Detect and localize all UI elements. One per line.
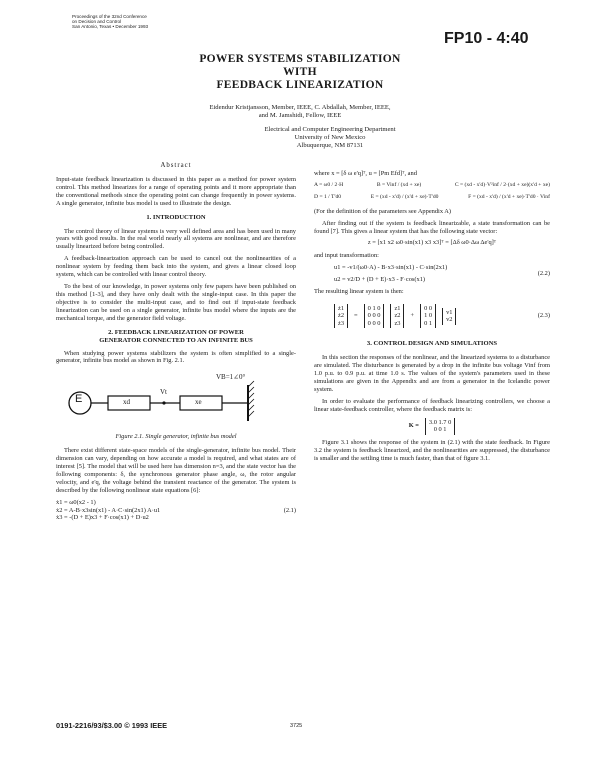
xe-label: xe [195, 398, 202, 407]
linear-system-intro: The resulting linear system is then: [314, 288, 404, 296]
parameter-note: (For the definition of the parameters see Appendix A) [314, 207, 452, 215]
section3-paragraph: In this section the responses of the nonlinear, and the linearized systems to a disturbance are simulated. The disturbance is generated by a drop in the infinite bus voltage Vinf from 1.0 p.u. to 0.9 p.u. at time 1.0 s. The values of the system's parameters used in these simulations are given in the Appendix and are from a generator in the Icelandic power system. [314, 354, 550, 394]
intro-paragraph: To the best of our knowledge, in power systems only few papers have been published on this method [1-3], and they have only dealt with the single-input case. In this paper the objective is to consider the multi-input case, and to find out if input-state feedback linearization can be used on a single generator, infinite bus model where the inputs are the mechanical torque, and the generator field voltage. [56, 282, 296, 322]
figure-2-1 [56, 369, 296, 431]
state-vector-equation: z = [x1 x2 ω0·sin(x1) x3 x3]ᵀ = [Δδ ω0·Δω Δe'q]ᵀ [367, 239, 497, 247]
vb-label: VB=1∠0° [216, 373, 246, 382]
parameter-row: D = 1 / T'd0 E = (xd - x'd) / (x'd + xe)·T'd0 F = (xd - x'd) / (x'd + xe)·T'd0 · Vinf [314, 193, 550, 200]
copyright-notice: 0191-2216/93/$3.00 © 1993 IEEE [56, 721, 168, 730]
section1-heading: 1. INTRODUCTION [146, 213, 206, 221]
circuit-diagram [56, 369, 296, 431]
authors: Eidendur Kristjansson, Member, IEEE, C. Abdallah, Member, IEEE, and M. Jamshidi, Fellow, IEEE [209, 104, 391, 119]
section3-paragraph: In order to evaluate the performance of feedback linearizing controllers, we choose a linear state-feedback controller, where the feedback matrix is: [314, 398, 550, 413]
right-column [314, 170, 550, 467]
state-definition: where x = [δ ω e'q]ᵀ, u = [Pm Efd]ᵀ, and [314, 170, 417, 177]
input-transform-intro: and input transformation: [314, 252, 379, 260]
section2-paragraph: When studying power systems stabilizers the system is often simplified to a single-generator, infinite bus model as shown in Fig. 2.1. [56, 349, 296, 365]
abstract-text: Input-state feedback linearization is discussed in this paper as a method for power system control. This method linearizes for a range of operating points and it more appropriate than the conventional methods since the operating point can change frequently in power systems. A single generator, infinite bus model is used to illustrate the design. [56, 175, 296, 207]
linear-system-matrix-equation: ż1 ż2 ż3 = 0 1 0 0 0 0 0 0 0 z1 z2 z3 + 0 0 1 0 0 1 v1 v2 (2.3) [314, 300, 550, 333]
section2-paragraph: There exist different state-space models of the single-generator, infinite bus model. Their dimension can vary, depending on how accurate a model is required, and what states are of interest [5]. The model that will be used here has dimension n=3, and the state vector has the following components: δ, the synchronous generator phase angle, ω, the rotor angular velocity, and e'q, the voltage behind the transient reactance of the generator. The system is described by the following nonlinear state equations [6]: [56, 447, 296, 494]
page-number: 3725 [290, 723, 303, 729]
feedback-matrix: K = 3.0 1.7 0 0 0 1 [314, 418, 550, 435]
section3-paragraph: Figure 3.1 shows the response of the system in (2.1) with the state feedback. In Figure 3.2 the system is feedback linearized, and the nonlinearities are suppressed, the disturbance is smaller and the settling time is much faster, than that of figure 3.1. [314, 438, 550, 462]
intro-paragraph: A feedback-linearization approach can be used to cancel out the nonlinearities of a nonlinear system by feeding them back into the system, and gives a linear closed loop system, which can be controlled with linear control theory. [56, 255, 296, 279]
section3-heading: 3. CONTROL DESIGN AND SIMULATIONS [366, 340, 498, 348]
abstract-heading: Abstract [160, 162, 192, 169]
section2-heading: 2. FEEDBACK LINEARIZATION OF POWER GENERATOR CONNECTED TO AN INFINITE BUS [99, 328, 253, 344]
transform-paragraph: After finding out if the system is feedback linearizable, a state transformation can be found [7]. This gives a linear system that has the following state vector: [314, 219, 550, 235]
affiliation: Electrical and Computer Engineering Department University of New Mexico Albuquerque, NM 87131 [264, 126, 396, 149]
intro-paragraph: The control theory of linear systems is very well defined area and has been used in many years with good results. In the real world nearly all systems are nonlinear, and are therefore usually linearized before being controlled. [56, 227, 296, 251]
figure-caption: Figure 2.1. Single generator, infinite bus model [115, 433, 237, 441]
vt-label: Vt [160, 388, 167, 397]
input-transform-equations: u1 = -v1/(ω0·A) - B·x3·sin(x1) - C·sin(2x1) u2 = v2/D + (D + E)·x3 - F·cos(x1) (2.2) [334, 264, 550, 284]
state-equations: ẋ1 = ω0(x2 - 1) ẋ2 = A-B·x3sin(x1) - A·C·sin(2x1) A·u1 ẋ3 = -(D + E)x3 + F·cos(x1) + D·u2 (2.1) [56, 498, 296, 522]
parameter-row: A = ω0 / 2·H B = Vinf / (xd + xe) C = (xd - x'd)·V²inf / 2·(xd + xe)(x'd + xe) [314, 181, 550, 188]
left-column [56, 162, 296, 523]
xd-label: xd [123, 398, 130, 407]
session-code: FP10 - 4:40 [444, 30, 529, 47]
source-label: E [75, 393, 83, 406]
paper-title: POWER SYSTEMS STABILIZATION WITH FEEDBACK LINEARIZATION [199, 53, 401, 91]
proceedings-header: Proceedings of the 32nd Conference on Decision and Control San Antonio, Texas • December 1993 [72, 14, 149, 30]
